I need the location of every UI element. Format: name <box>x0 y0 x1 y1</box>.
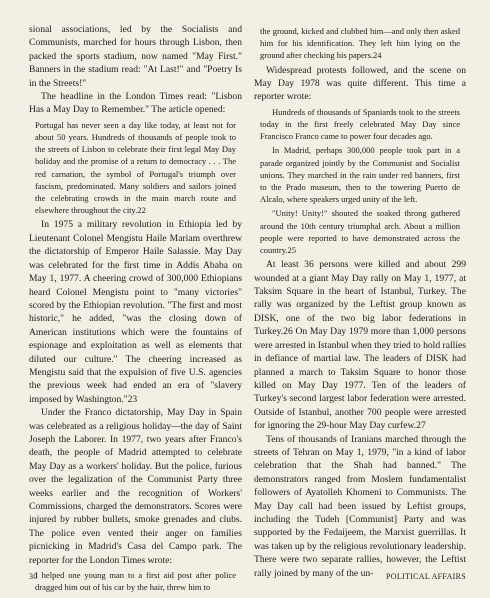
block-quote: Hundreds of thousands of Spaniards took to the streets today in the first freely celebrated May Day since Francisco Franco came to power four decades ago. <box>260 106 460 142</box>
paragraph: sional associations, led by the Socialists and Communists, marched for hours through Lisbon, then packed the sports stadium, now named "May First." Banners in the stadium read: "At Last!" and "Poetry Is in the Streets!" <box>29 24 242 89</box>
block-quote: "Unity! Unity!" shouted the soaked throng gathered around the 10th century triumphal arch. About a million people were reported to have demonstrated across the country.25 <box>260 208 460 256</box>
page-number: 30 <box>29 572 38 581</box>
paragraph: In 1975 a military revolution in Ethiopia led by Lieutenant Colonel Mengistu Haile Mariam overthrew the dictatorship of Emperor Haile Salassie. May Day was celebrated for the first time in Addis Ababa on May 1, 1977. A cheering crowd of 300,000 Ethiopians heard Colonel Mengistu point to "many victories" scored by the Ethiopian revolution. "The first and most historic," he added, "was the closing down of American institutions which were the fountains of espionage and exploitation as well as elements that diluted our culture." The cheering increased as Mengistu said that the expulsion of five U.S. agencies the previous week had ended an era of "slavery imposed by Washington."23 <box>29 219 242 405</box>
paragraph: Under the Franco dictatorship, May Day in Spain was celebrated as a religious holiday—the day of Saint Joseph the Laborer. In 1977, two years after Franco's death, the people of Madrid attempted to celebrate May Day as a workers' holiday. But the police, furious over the legalization of the Communist Party three weeks earlier and the recognition of Workers' Commissions, charged the demonstrators. Scores were injured by rubber bullets, smoke grenades and clubs. The police even vented their anger on families picnicking in Madrid's Casa del Campo park. The reporter for the London Times wrote: <box>29 407 242 566</box>
paragraph: Widespread protests followed, and the scene on May Day 1978 was quite different. This time a reporter wrote: <box>254 64 466 103</box>
block-quote: Portugal has never seen a day like today, at least not for about 50 years. Hundreds of thousands of people took to the streets of Lisbon to celebrate their first legal May Day holiday and the promise of a return to democracy . . . The red carnation, the symbol of Portugal's triumph over fascism, predominated. Many soldiers and sailors joined the celebrating crowds in the main march route and elsewhere throughout the city.22 <box>35 119 236 216</box>
paragraph: The headline in the London Times read: "Lisbon Has a May Day to Remember." The article opened: <box>29 91 242 116</box>
running-footer-title: POLITICAL AFFAIRS <box>386 572 466 581</box>
left-column <box>29 23 242 595</box>
block-quote: In Madrid, perhaps 300,000 people took part in a parade organized jointly by the Communist and Socialist unions. They marched in the rain under red banners, first to the Prado museum, then to the towering Puerto de Alcalo, where speakers urged unity of the left. <box>260 145 460 205</box>
paragraph: At least 36 persons were killed and about 299 wounded at a giant May Day rally on May 1, 1977, at Taksim Square in the heart of Istanbul, Turkey. The rally was organized by the Leftist group known as DISK, one of the two big labor federations in Turkey.26 On May Day 1979 more than 1,000 persons were arrested in Istanbul when they tried to hold rallies in defiance of martial law. The leaders of DISK had planned a march to Taksim Square to honor those killed on May Day 1977. Ten of the leaders of Turkey's second largest labor federation were arrested. Outside of Istanbul, another 700 people were arrested for ignoring the 29-hour May Day curfew.27 <box>254 259 466 432</box>
block-quote: the ground, kicked and clubbed him—and only then asked him for his identification. They left him lying on the ground after checking his papers.24 <box>260 26 460 61</box>
right-column <box>254 23 466 580</box>
block-quote: I helped one young man to a first aid post after police dragged him out of his car by the hair, threw him to <box>35 570 236 593</box>
paragraph: Tens of thousands of Iranians marched through the streets of Tehran on May 1, 1979, "in a kind of labor celebration that the Shah had banned." The demonstrators ranged from Moslem fundamentalist followers of Ayatolleh Khomeni to Communists. The May Day call had been issued by Leftist groups, including the Tudeh [Communist] Party and was supported by the Fedaijeem, the Marxist guerrillas. It was taken up by the religious revolutionary leadership. There were two separate rallies, however, the Leftist rally joined by many of the un- <box>254 433 466 579</box>
